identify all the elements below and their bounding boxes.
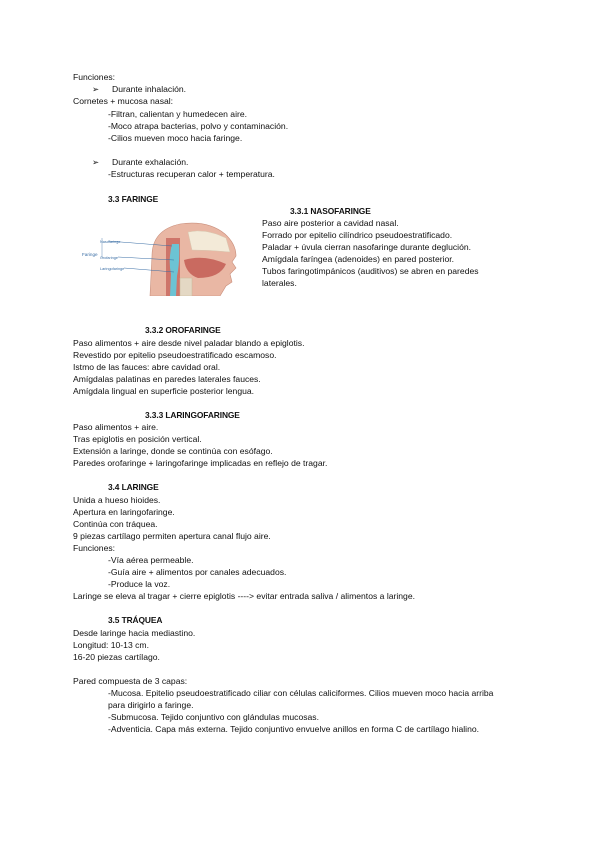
funciones-header: Funciones: [73,72,116,82]
list-item: -Guía aire + alimentos por canales adecuados. [108,567,287,577]
arrow-bullet-icon: ➢ [92,157,100,167]
nasofaringe-line: Paladar + úvula cierran nasofaringe durante deglución. [262,242,472,252]
figure-label-orofaringe: Orofaringe [100,256,118,260]
laringe-line: 9 piezas cartílago permiten apertura canal flujo aire. [73,531,271,541]
list-item: -Filtran, calientan y humedecen aire. [108,109,248,119]
laringe-closing: Laringe se eleva al tragar + cierre epiglotis ----> evitar entrada saliva / alimentos a laringe. [73,591,416,601]
orofaringe-line: Revestido por epitelio pseudoestratificado escamoso. [73,350,277,360]
list-item: -Mucosa. Epitelio pseudoestratificado ciliar con células caliciformes. Cilios mueven moco hacia arriba [108,688,494,698]
laringe-line: Funciones: [73,543,116,553]
nasofaringe-line: Paso aire posterior a cavidad nasal. [262,218,399,228]
head-sagittal-illustration [80,216,240,296]
laringe-line: Unida a hueso hioides. [73,495,161,505]
list-item: -Moco atrapa bacterias, polvo y contaminación. [108,121,289,131]
laringe-heading: 3.4 LARINGE [108,482,159,492]
laringe-line: Apertura en laringofaringe. [73,507,175,517]
list-item: -Adventicia. Capa más externa. Tejido conjuntivo envuelve anillos en forma C de cartílago hialino. [108,724,480,734]
laringofaringe-line: Tras epiglotis en posición vertical. [73,434,202,444]
laringofaringe-line: Extensión a laringe, donde se continúa con esófago. [73,446,273,456]
traquea-line: 16-20 piezas cartílago. [73,652,160,662]
faringe-heading: 3.3 FARINGE [108,194,159,204]
traquea-line: Desde laringe hacia mediastino. [73,628,196,638]
traquea-heading: 3.5 TRÁQUEA [108,615,163,625]
traquea-line: Longitud: 10-13 cm. [73,640,149,650]
inhalacion-line [92,83,186,95]
list-item: para dirigirlo a faringe. [108,700,194,710]
list-item: -Produce la voz. [108,579,171,589]
laringe-line: Continúa con tráquea. [73,519,158,529]
laringofaringe-line: Paso alimentos + aire. [73,422,159,432]
nasofaringe-line: Tubos faringotimpánicos (auditivos) se abren en paredes [262,266,479,276]
figure-label-faringe: Faringe [82,252,98,257]
exhalacion-line [92,156,188,168]
orofaringe-heading: 3.3.2 OROFARINGE [145,325,221,335]
orofaringe-line: Amígdalas palatinas en paredes laterales fauces. [73,374,261,384]
orofaringe-line: Paso alimentos + aire desde nivel paladar blando a epiglotis. [73,338,305,348]
list-item: -Submucosa. Tejido conjuntivo con glándulas mucosas. [108,712,319,722]
nasofaringe-line: laterales. [262,278,297,288]
figure-label-nasofaringe: Nasofaringe [100,240,121,244]
figure-label-laringofaringe: Laringofaringe [100,267,125,271]
orofaringe-line: Amígdala lingual en superficie posterior lengua. [73,386,255,396]
exhalacion-text: Durante exhalación. [112,157,189,167]
inhalacion-text: Durante inhalación. [112,84,187,94]
pharynx-anatomy-figure [80,216,240,296]
larynx [180,278,192,296]
orofaringe-line: Istmo de las fauces: abre cavidad oral. [73,362,221,372]
laringofaringe-heading: 3.3.3 LARINGOFARINGE [145,410,240,420]
traquea-pared: Pared compuesta de 3 capas: [73,676,188,686]
list-item: -Cilios mueven moco hacia faringe. [108,133,243,143]
nasofaringe-heading: 3.3.1 NASOFARINGE [290,206,371,216]
cornetes-line: Cornetes + mucosa nasal: [73,96,174,106]
nasofaringe-line: Forrado por epitelio cilíndrico pseudoestratificado. [262,230,453,240]
nasofaringe-line: Amígdala faríngea (adenoides) en pared posterior. [262,254,455,264]
arrow-bullet-icon: ➢ [92,84,100,94]
list-item: -Vía aérea permeable. [108,555,194,565]
laringofaringe-line: Paredes orofaringe + laringofaringe implicadas en reflejo de tragar. [73,458,328,468]
list-item: -Estructuras recuperan calor + temperatura. [108,169,275,179]
